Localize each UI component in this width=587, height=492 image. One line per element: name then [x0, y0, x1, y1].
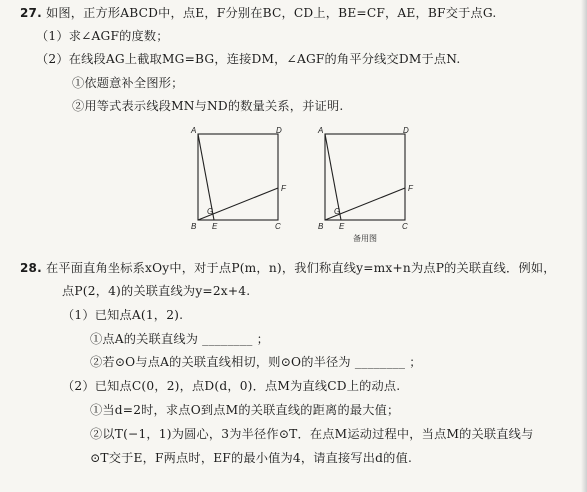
- label-b: B: [191, 222, 197, 231]
- q27-stem-text: 如图，正方形ABCD中，点E，F分别在BC，CD上，BE=CF，AE，BF交于点G.: [45, 6, 497, 20]
- q28-number: 28.: [20, 261, 42, 275]
- label-c-spare: C: [402, 222, 408, 231]
- label-g: G: [207, 207, 214, 216]
- label-c: C: [275, 222, 281, 231]
- q28-stem2: 点P(2，4)的关联直线为y=2x+4.: [62, 284, 251, 298]
- q27-sub1: ①依题意补全图形；: [72, 76, 184, 90]
- label-e-spare: E: [339, 222, 345, 231]
- figure-caption: 备用图: [353, 234, 377, 243]
- q27-part2: （2）在线段AG上截取MG=BG，连接DM，∠AGF的角平分线交DM于点N.: [36, 52, 461, 66]
- q27-figure-main: [188, 122, 288, 234]
- q28-sub4: ②以T(−1，1)为圆心，3为半径作⊙T．在点M运动过程中，当点M的关联直线与: [90, 427, 534, 441]
- q28-stem-text: 在平面直角坐标系xOy中，对于点P(m，n)，我们称直线y=mx+n为点P的关联直线．例如，: [45, 261, 556, 275]
- q27-sub2: ②用等式表示线段MN与ND的数量关系，并证明.: [72, 99, 344, 113]
- label-f: F: [281, 184, 286, 193]
- q28-part1: （1）已知点A(1，2).: [62, 308, 184, 322]
- label-f-spare: F: [408, 184, 413, 193]
- q28-sub3: ①当d=2时，求点O到点M的关联直线的距离的最大值；: [90, 403, 400, 417]
- q28-sub2: ②若⊙O与点A的关联直线相切，则⊙O的半径为 ________ ；: [90, 355, 422, 369]
- q27-figure-spare: [315, 122, 415, 244]
- label-d: D: [276, 126, 282, 135]
- q28-sub4b: ⊙T交于E，F两点时，EF的最小值为4，请直接写出d的值.: [90, 451, 413, 465]
- q28-stem: [20, 259, 556, 276]
- q28-sub1: ①点A的关联直线为 ________ ；: [90, 332, 269, 346]
- label-e: E: [212, 222, 218, 231]
- q28-part2: （2）已知点C(0，2)，点D(d，0)．点M为直线CD上的动点.: [62, 379, 401, 393]
- page-edge-shadow: [581, 0, 587, 492]
- q27-number: 27.: [20, 6, 42, 20]
- label-g-spare: G: [334, 207, 341, 216]
- label-d-spare: D: [403, 126, 409, 135]
- label-a-spare: A: [318, 126, 324, 135]
- q27-part1: （1）求∠AGF的度数；: [36, 29, 169, 43]
- label-a: A: [191, 126, 197, 135]
- label-b-spare: B: [318, 222, 324, 231]
- q27-stem: [20, 4, 496, 21]
